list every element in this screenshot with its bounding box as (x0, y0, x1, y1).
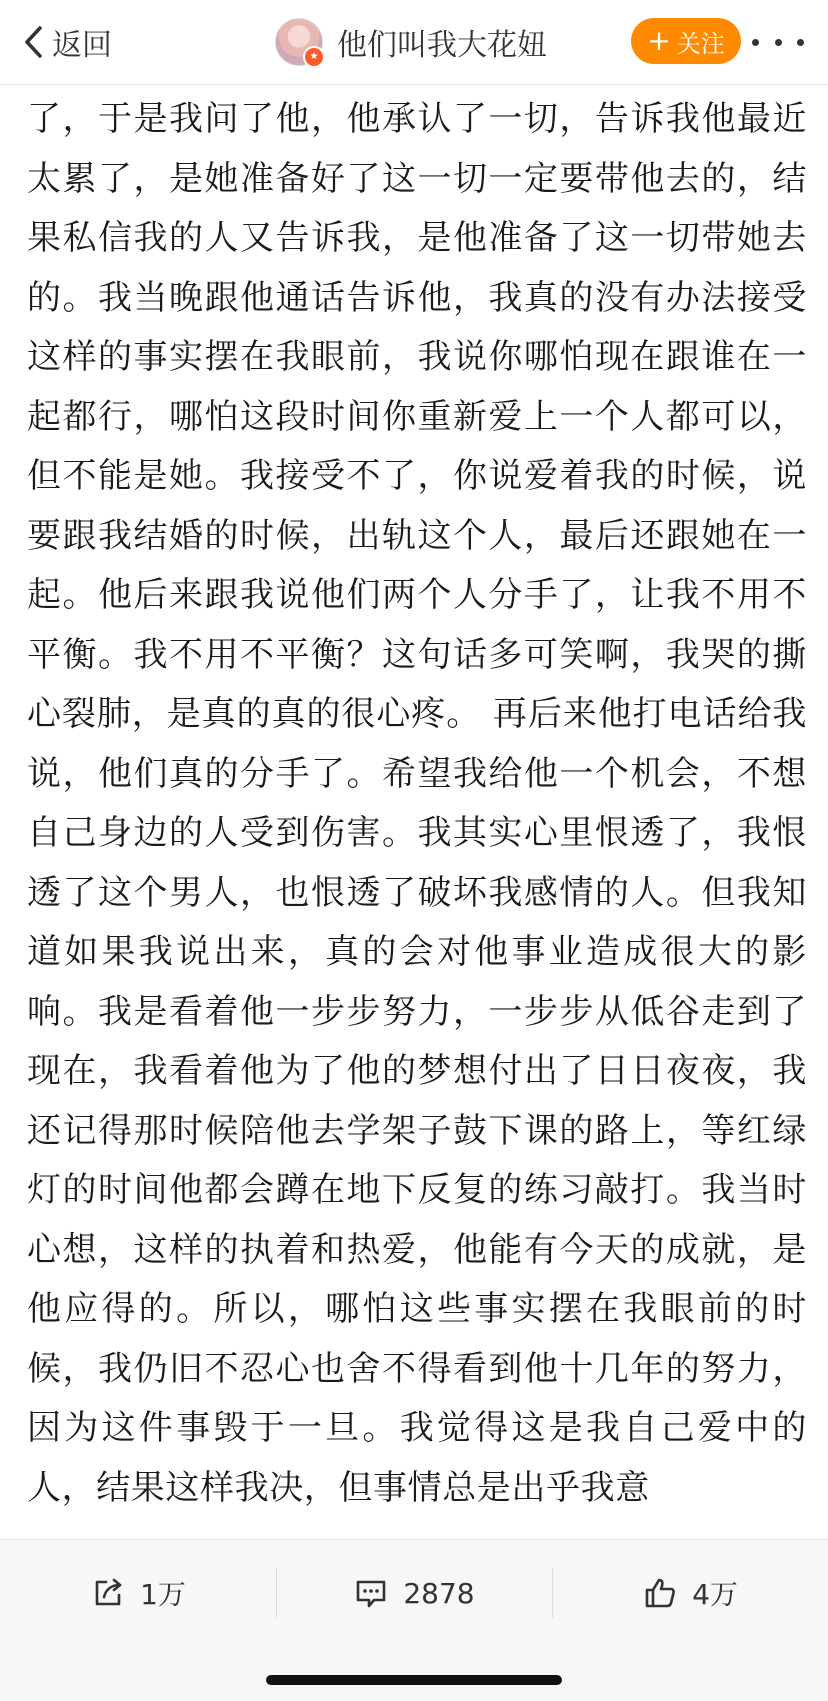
avatar[interactable] (275, 18, 323, 66)
follow-label: 关注 (676, 29, 725, 58)
repost-icon (90, 1575, 126, 1611)
chevron-left-icon (22, 25, 44, 59)
bottom-action-bar (0, 1539, 828, 1646)
comment-icon (353, 1575, 389, 1611)
article-text: 了，于是我问了他，他承认了一切，告诉我他最近太累了，是她准备好了这一切一定要带他去的，结果私信我的人又告诉我，是他准备了这一切带她去的。我当晚跟他通话告诉他，我真的没有办法接受这样的事实摆在我眼前，我说你哪怕现在跟谁在一起都行，哪怕这段时间你重新爱上一个人都可以，但不能是她。我接受不了，你说爱着我的时候，说要跟我结婚的时候，出轨这个人，最后还跟她在一起。他后来跟我说他们两个人分手了，让我不用不平衡。我不用不平衡？这句话多可笑啊，我哭的撕心裂肺，是真的真的很心疼。 再后来他打电话给我说，他们真的分手了。希望我给他一个机会，不想自己身边的人受到伤害。我其实心里恨透了，我恨透了这个男人，也恨透了破坏我感情的人。但我知道如果我说出来，真的会对他事业造成很大的影响。我是看着他一步步努力，一步步从低谷走到了现在，我看着他为了他的梦想付出了日日夜夜，我还记得那时候陪他去学架子鼓下课的路上，等红绿灯的时间他都会蹲在地下反复的练习敲打。我当时心想，这样的执着和热爱，他能有今天的成就，是他应得的。所以，哪怕这些事实摆在我眼前的时候，我仍旧不忍心也舍不得看到他十几年的努力，因为这件事毁于一旦。我觉得这是我自己爱中的人，结果这样我决，但事情总是出乎我意 (27, 99, 807, 1508)
like-button[interactable] (552, 1540, 828, 1646)
home-indicator-area (0, 1645, 828, 1701)
like-count: 4万 (692, 1578, 738, 1611)
repost-count: 1万 (140, 1578, 186, 1611)
repost-button[interactable] (0, 1540, 276, 1646)
top-nav-bar (0, 0, 828, 85)
comment-button[interactable] (276, 1540, 552, 1646)
author-info[interactable] (275, 16, 547, 68)
home-indicator[interactable] (266, 1675, 562, 1685)
plus-icon: + (647, 24, 671, 57)
back-button[interactable] (22, 20, 112, 64)
thumbs-up-icon (642, 1575, 678, 1611)
back-label: 返回 (52, 28, 112, 63)
more-options-button[interactable] (752, 22, 804, 62)
follow-button[interactable] (631, 18, 741, 64)
author-name[interactable]: 他们叫我大花妞 (337, 28, 547, 63)
more-dots-icon (752, 39, 759, 46)
comment-count: 2878 (403, 1576, 475, 1610)
article-body (27, 84, 807, 1539)
verified-badge-icon: ★ (303, 46, 325, 68)
